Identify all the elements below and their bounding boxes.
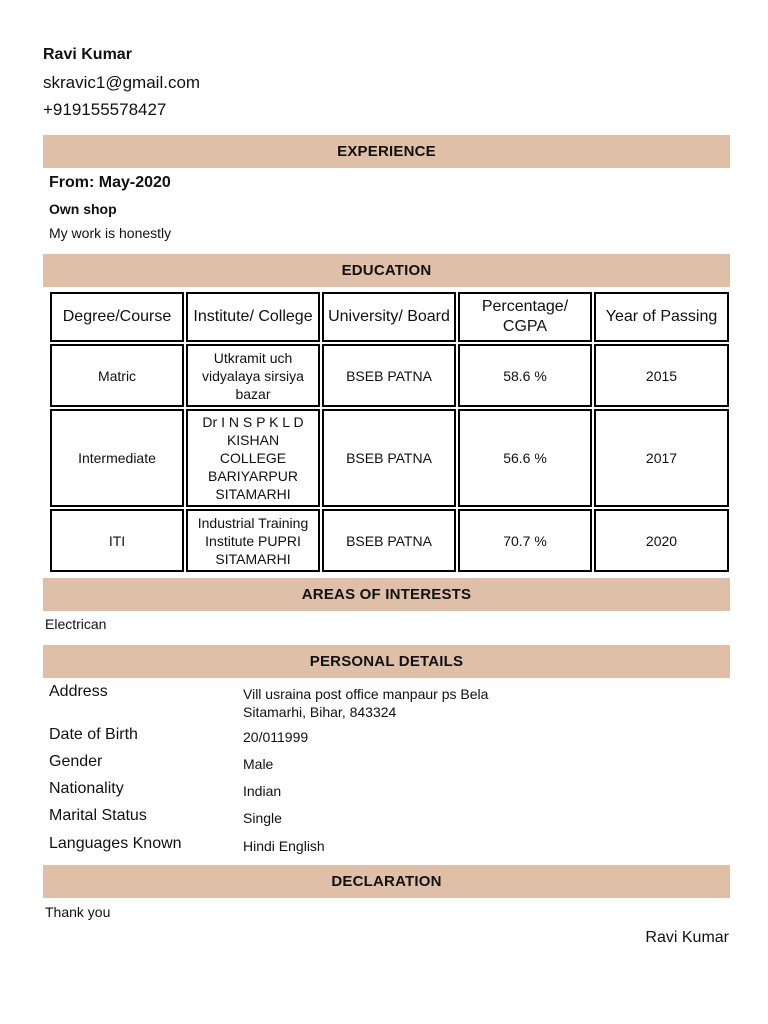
table-cell: BSEB PATNA [322,344,456,407]
marital-status-label: Marital Status [49,807,147,824]
table-cell: Utkramit uch vidyalaya sirsiya bazar [186,344,320,407]
dob-value: 20/011999 [243,729,309,745]
table-cell: BSEB PATNA [322,509,456,572]
column-header-institute: Institute/ College [186,292,320,342]
candidate-email: skravic1@gmail.com [43,73,201,92]
declaration-heading: DECLARATION [43,865,730,898]
column-header-university: University/ Board [322,292,456,342]
experience-heading: EXPERIENCE [43,135,730,168]
education-heading: EDUCATION [43,254,730,287]
education-table [48,290,731,574]
gender-label: Gender [49,753,103,770]
marital-status-value: Single [243,810,282,826]
address-value-line1: Vill usraina post office manpaur ps Bela [243,686,489,702]
gender-value: Male [243,756,274,772]
experience-description: My work is honestly [49,225,172,241]
interests-text: Electrican [45,616,107,632]
table-cell: 56.6 % [458,409,592,507]
candidate-name: Ravi Kumar [43,46,132,63]
dob-label: Date of Birth [49,726,138,743]
column-header-year: Year of Passing [594,292,729,342]
address-value-line2: Sitamarhi, Bihar, 843324 [243,704,397,720]
address-label: Address [49,683,108,700]
signature-name: Ravi Kumar [645,929,729,946]
experience-company: Own shop [49,201,117,217]
column-header-percentage: Percentage/ CGPA [458,292,592,342]
interests-heading: AREAS OF INTERESTS [43,578,730,611]
table-cell: Dr I N S P K L D KISHAN COLLEGE BARIYARPUR SITAMARHI [186,409,320,507]
table-header-row [50,292,729,342]
table-cell: 2020 [594,509,729,572]
languages-label: Languages Known [49,835,182,852]
table-row [50,509,729,572]
table-cell: BSEB PATNA [322,409,456,507]
experience-from: From: May-2020 [49,174,171,191]
languages-value: Hindi English [243,838,325,854]
column-header-degree: Degree/Course [50,292,184,342]
nationality-label: Nationality [49,780,124,797]
table-cell: Industrial Training Institute PUPRI SITAMARHI [186,509,320,572]
table-cell: Matric [50,344,184,407]
table-cell: 58.6 % [458,344,592,407]
table-cell: Intermediate [50,409,184,507]
table-cell: 2015 [594,344,729,407]
table-cell: ITI [50,509,184,572]
table-row [50,409,729,507]
table-cell: 70.7 % [458,509,592,572]
table-row [50,344,729,407]
personal-details-heading: PERSONAL DETAILS [43,645,730,678]
table-cell: 2017 [594,409,729,507]
candidate-phone: +919155578427 [43,100,167,119]
declaration-text: Thank you [45,904,111,920]
nationality-value: Indian [243,783,282,799]
